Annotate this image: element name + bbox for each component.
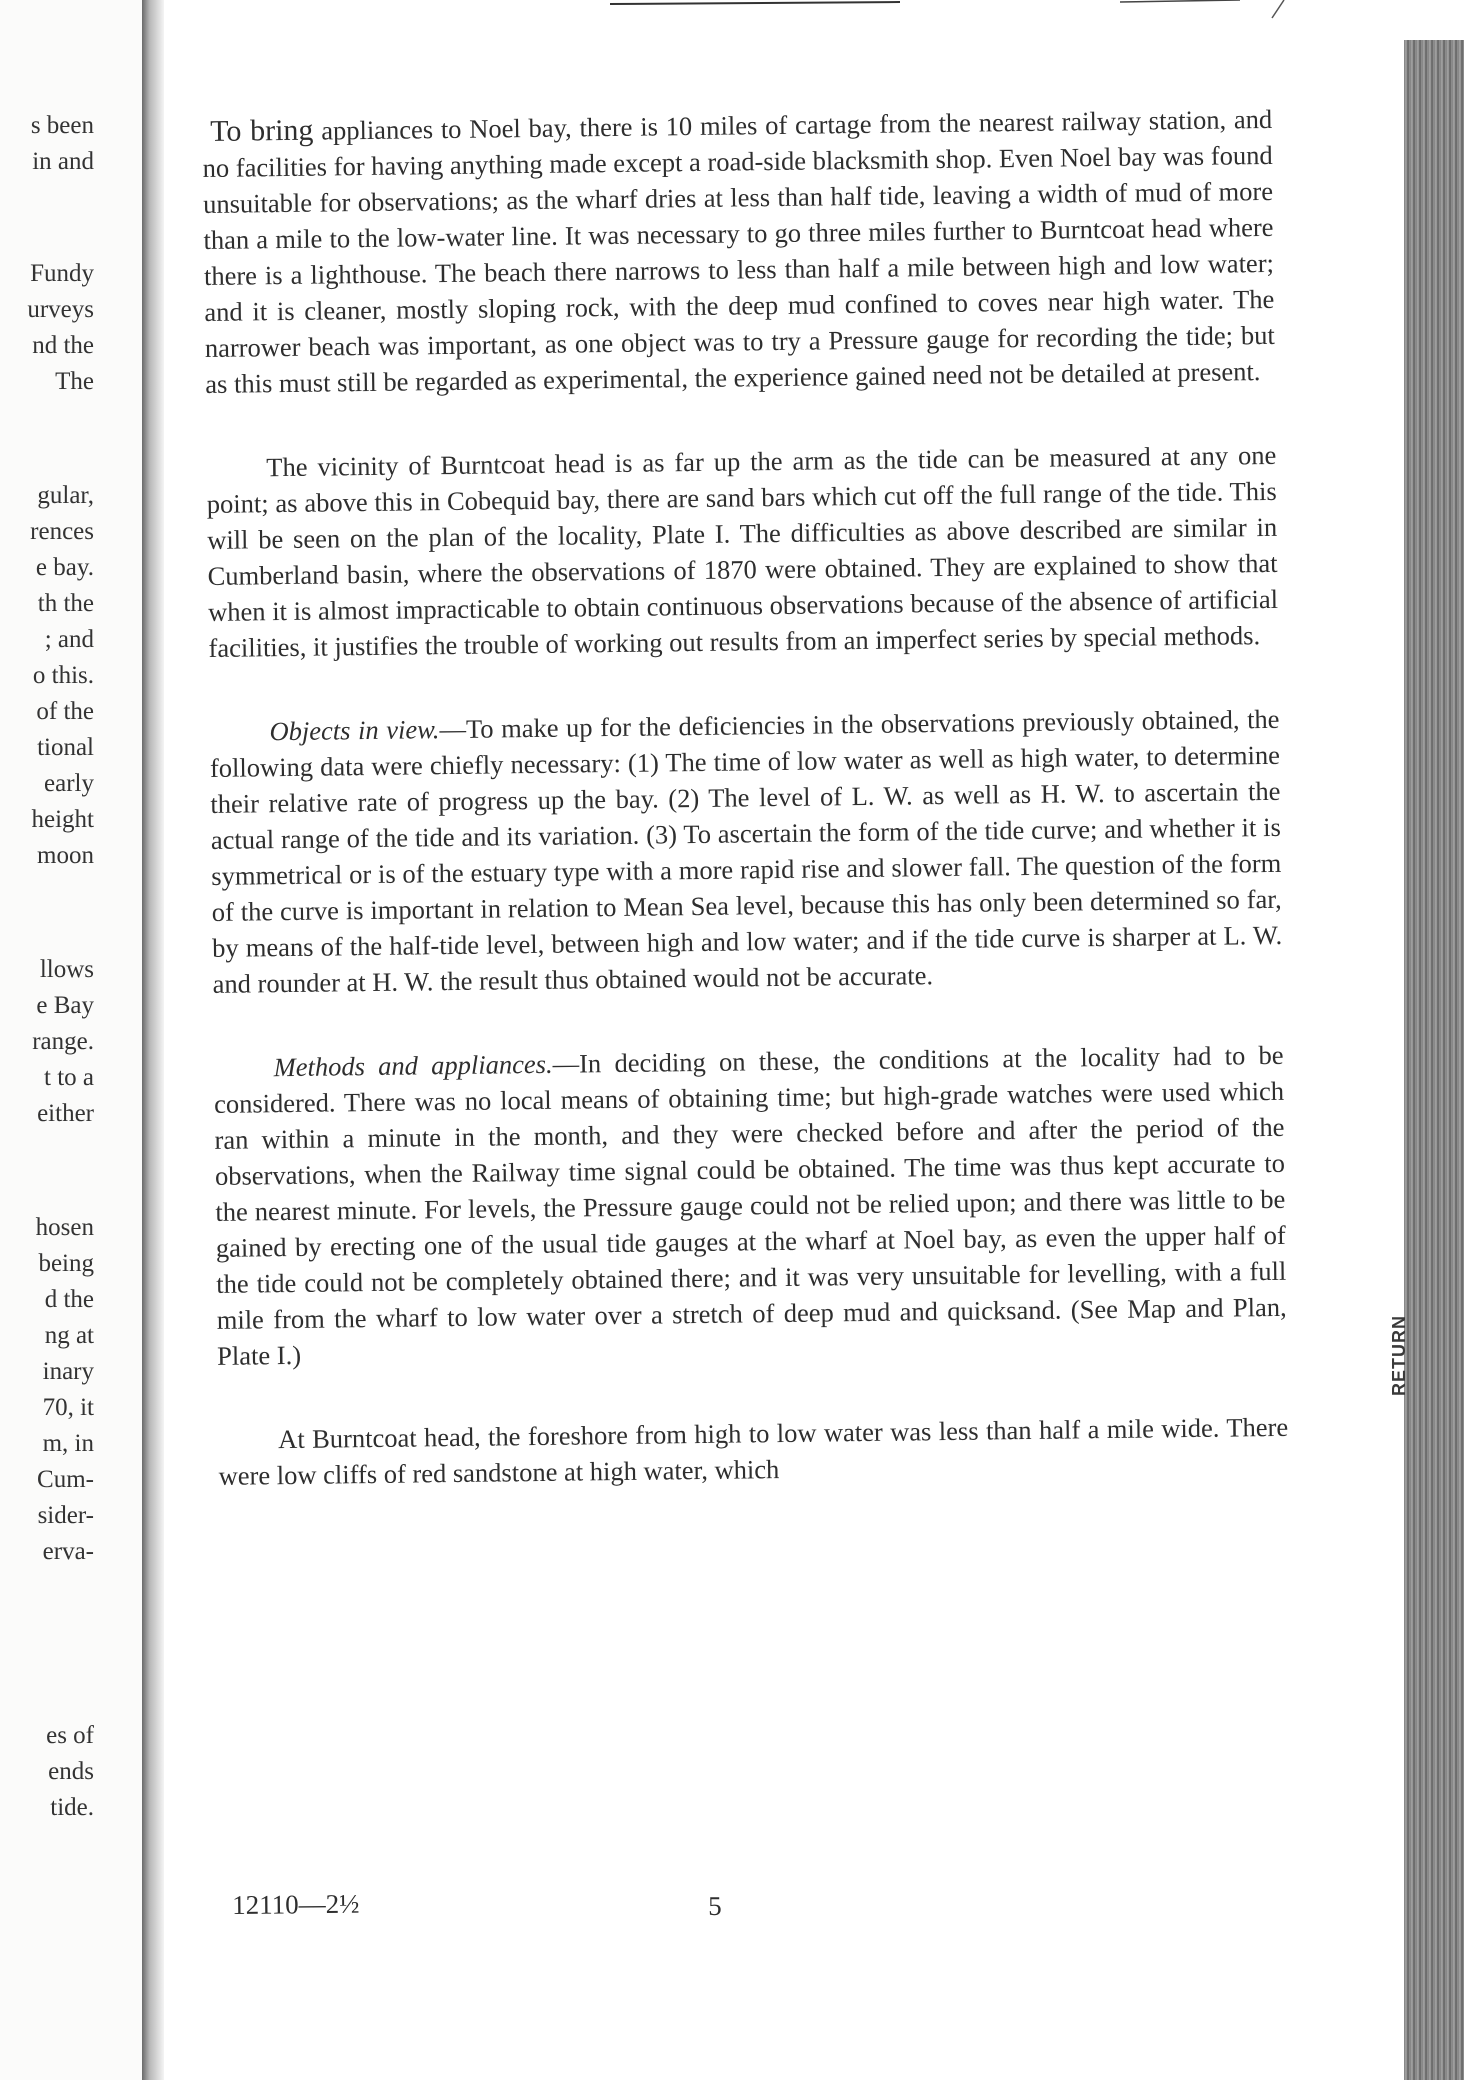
paragraph-1 (202, 101, 1275, 402)
facing-page-fragment: Cum- (37, 1466, 94, 1493)
top-edge-marks (600, 0, 1300, 30)
facing-page-fragment: es of (46, 1722, 94, 1749)
facing-page-fragment: e bay. (35, 554, 94, 581)
facing-page-fragment: 70, it (42, 1394, 94, 1421)
facing-page-fragment: inary (42, 1358, 94, 1385)
facing-page-fragment: ; and (44, 626, 94, 653)
facing-page-fragment: urveys (27, 296, 94, 323)
facing-page-fragment: hosen (35, 1214, 94, 1241)
facing-page-fragment: either (37, 1100, 94, 1127)
paragraph-4 (213, 1037, 1287, 1374)
facing-page-fragment: o this. (32, 662, 94, 689)
facing-page-fragment: in and (32, 148, 94, 175)
facing-page-fragment: tional (37, 734, 94, 761)
paragraph-2-text: The vicinity of Burntcoat head is as far up the arm as the tide can be measured at any one point; as above this in Cobequid bay, there are sand bars which cut off the full range of the tide. This will be seen on the plan of the locality, Plate I. The difficulties as above described are similar in Cumberland basin, where the observations of 1870 were obtained. They are explained to show that when it is almost impracticable to obtain continuous observations because of the absence of artificial facilities, it justifies the trouble of working out results from an imperfect series by special methods. (206, 439, 1279, 663)
top-mark-1 (610, 2, 900, 4)
paragraph-3 (209, 701, 1282, 1002)
facing-page-fragment: sider- (37, 1502, 94, 1529)
facing-page-fragment: Fundy (30, 260, 94, 287)
spine-label-text: RETURN (1388, 1314, 1409, 1396)
facing-page-fragment: ng at (44, 1322, 94, 1349)
facing-page-fragment: early (44, 770, 94, 797)
facing-page-fragment: gular, (37, 482, 94, 509)
printer-signature: 12110—2½ (232, 1888, 360, 1920)
paragraph-5 (218, 1409, 1289, 1494)
paragraph-3-text: —To make up for the deficiencies in the observations previously obtained, the following data were chiefly necessary: (1) The time of low water as well as high water, to determine their relative rate of progress up the bay. (2) The level of L. W. as well as H. W. to ascertain the actual range of the tide and its variation. (3) To ascertain the form of the tide curve; and whether it is symmetrical or is of the estuary type with a more rapid rise and slower fall. The question of the form of the curve is important in relation to Mean Sea level, because this has only been determined so far, by means of the half-tide level, between high and low water; and if the tide curve is sharper at L. W. and rounder at H. W. the result thus obtained would not be accurate. (209, 703, 1283, 999)
facing-page-fragment: e Bay (36, 992, 94, 1019)
facing-page-fragment: s been (30, 112, 94, 139)
paragraph-5-text: At Burntcoat head, the foreshore from high to low water was less than half a mile wide. There were low cliffs of red sandstone at high water, which (218, 1411, 1289, 1491)
paragraph-4-text: —In deciding on these, the conditions at the locality had to be considered. There was no local means of obtaining time; but high-grade watches were used which ran within a minute in the month, and they were checked before and after the period of the observations, when the Railway time signal could be obtained. The time was thus kept accurate to the nearest minute. For levels, the Pressure gauge could not be relied upon; and there was little to be gained by erecting one of the usual tide gauges at the wharf at Noel bay, as even the upper half of the tide could not be completely obtained there; and it was very unsuitable for levelling, with a full mile from the wharf to low water over a stretch of deep mud and quicksand. (See Map and Plan, Plate I.) (213, 1039, 1287, 1371)
top-mark-2 (1120, 0, 1240, 2)
facing-page-fragment: t to a (44, 1064, 94, 1091)
paragraph-1-text: appliances to Noel bay, there is 10 miles of cartage from the nearest railway station, and no facilities for having anything made except a road-side blacksmith shop. Even Noel bay was found unsuitable for observations; as the wharf dries at less than half tide, leaving a width of mud of more than a mile to the low-water line. It was necessary to go three miles further to Burntcoat head where there is a lighthouse. The beach there narrows to less than half a mile between high and low water; and it is cleaner, mostly sloping rock, with the deep mud confined to coves near high water. The narrower beach was important, as one object was to try a Pressure gauge for recording the tide; but as this must still be regarded as experimental, the experience gained need not be detailed at present. (202, 103, 1275, 399)
page-number: 5 (708, 1890, 722, 1922)
facing-page-fragment: moon (37, 842, 94, 869)
book-page-edges (1404, 40, 1464, 2080)
paragraph-1-lead: To bring (210, 113, 314, 148)
facing-page-fragment: m, in (42, 1430, 94, 1457)
facing-page-fragment: range. (32, 1028, 94, 1055)
facing-page-fragment: tide. (50, 1794, 94, 1821)
facing-page-fragment: height (31, 806, 94, 833)
paragraph-4-heading: Methods and appliances. (273, 1048, 553, 1083)
book-gutter (142, 0, 164, 2080)
facing-page-fragment: th the (37, 590, 94, 617)
facing-page-fragment: nd the (32, 332, 94, 359)
facing-page-fragment: ends (48, 1758, 94, 1785)
facing-page-fragment: d the (44, 1286, 94, 1313)
facing-page-fragment: being (38, 1250, 94, 1277)
paragraph-3-heading: Objects in view. (269, 714, 440, 747)
facing-page-fragment: The (55, 368, 94, 395)
paragraph-2 (206, 437, 1279, 666)
body-text (202, 101, 1289, 1542)
top-mark-3 (1272, 0, 1284, 18)
facing-page-fragment: of the (36, 698, 94, 725)
facing-page-fragment: llows (39, 956, 94, 983)
facing-page-fragment: erva- (42, 1538, 94, 1565)
spine-label (1384, 1300, 1414, 1410)
facing-page-fragment: rences (30, 518, 94, 545)
facing-page (0, 0, 151, 2080)
